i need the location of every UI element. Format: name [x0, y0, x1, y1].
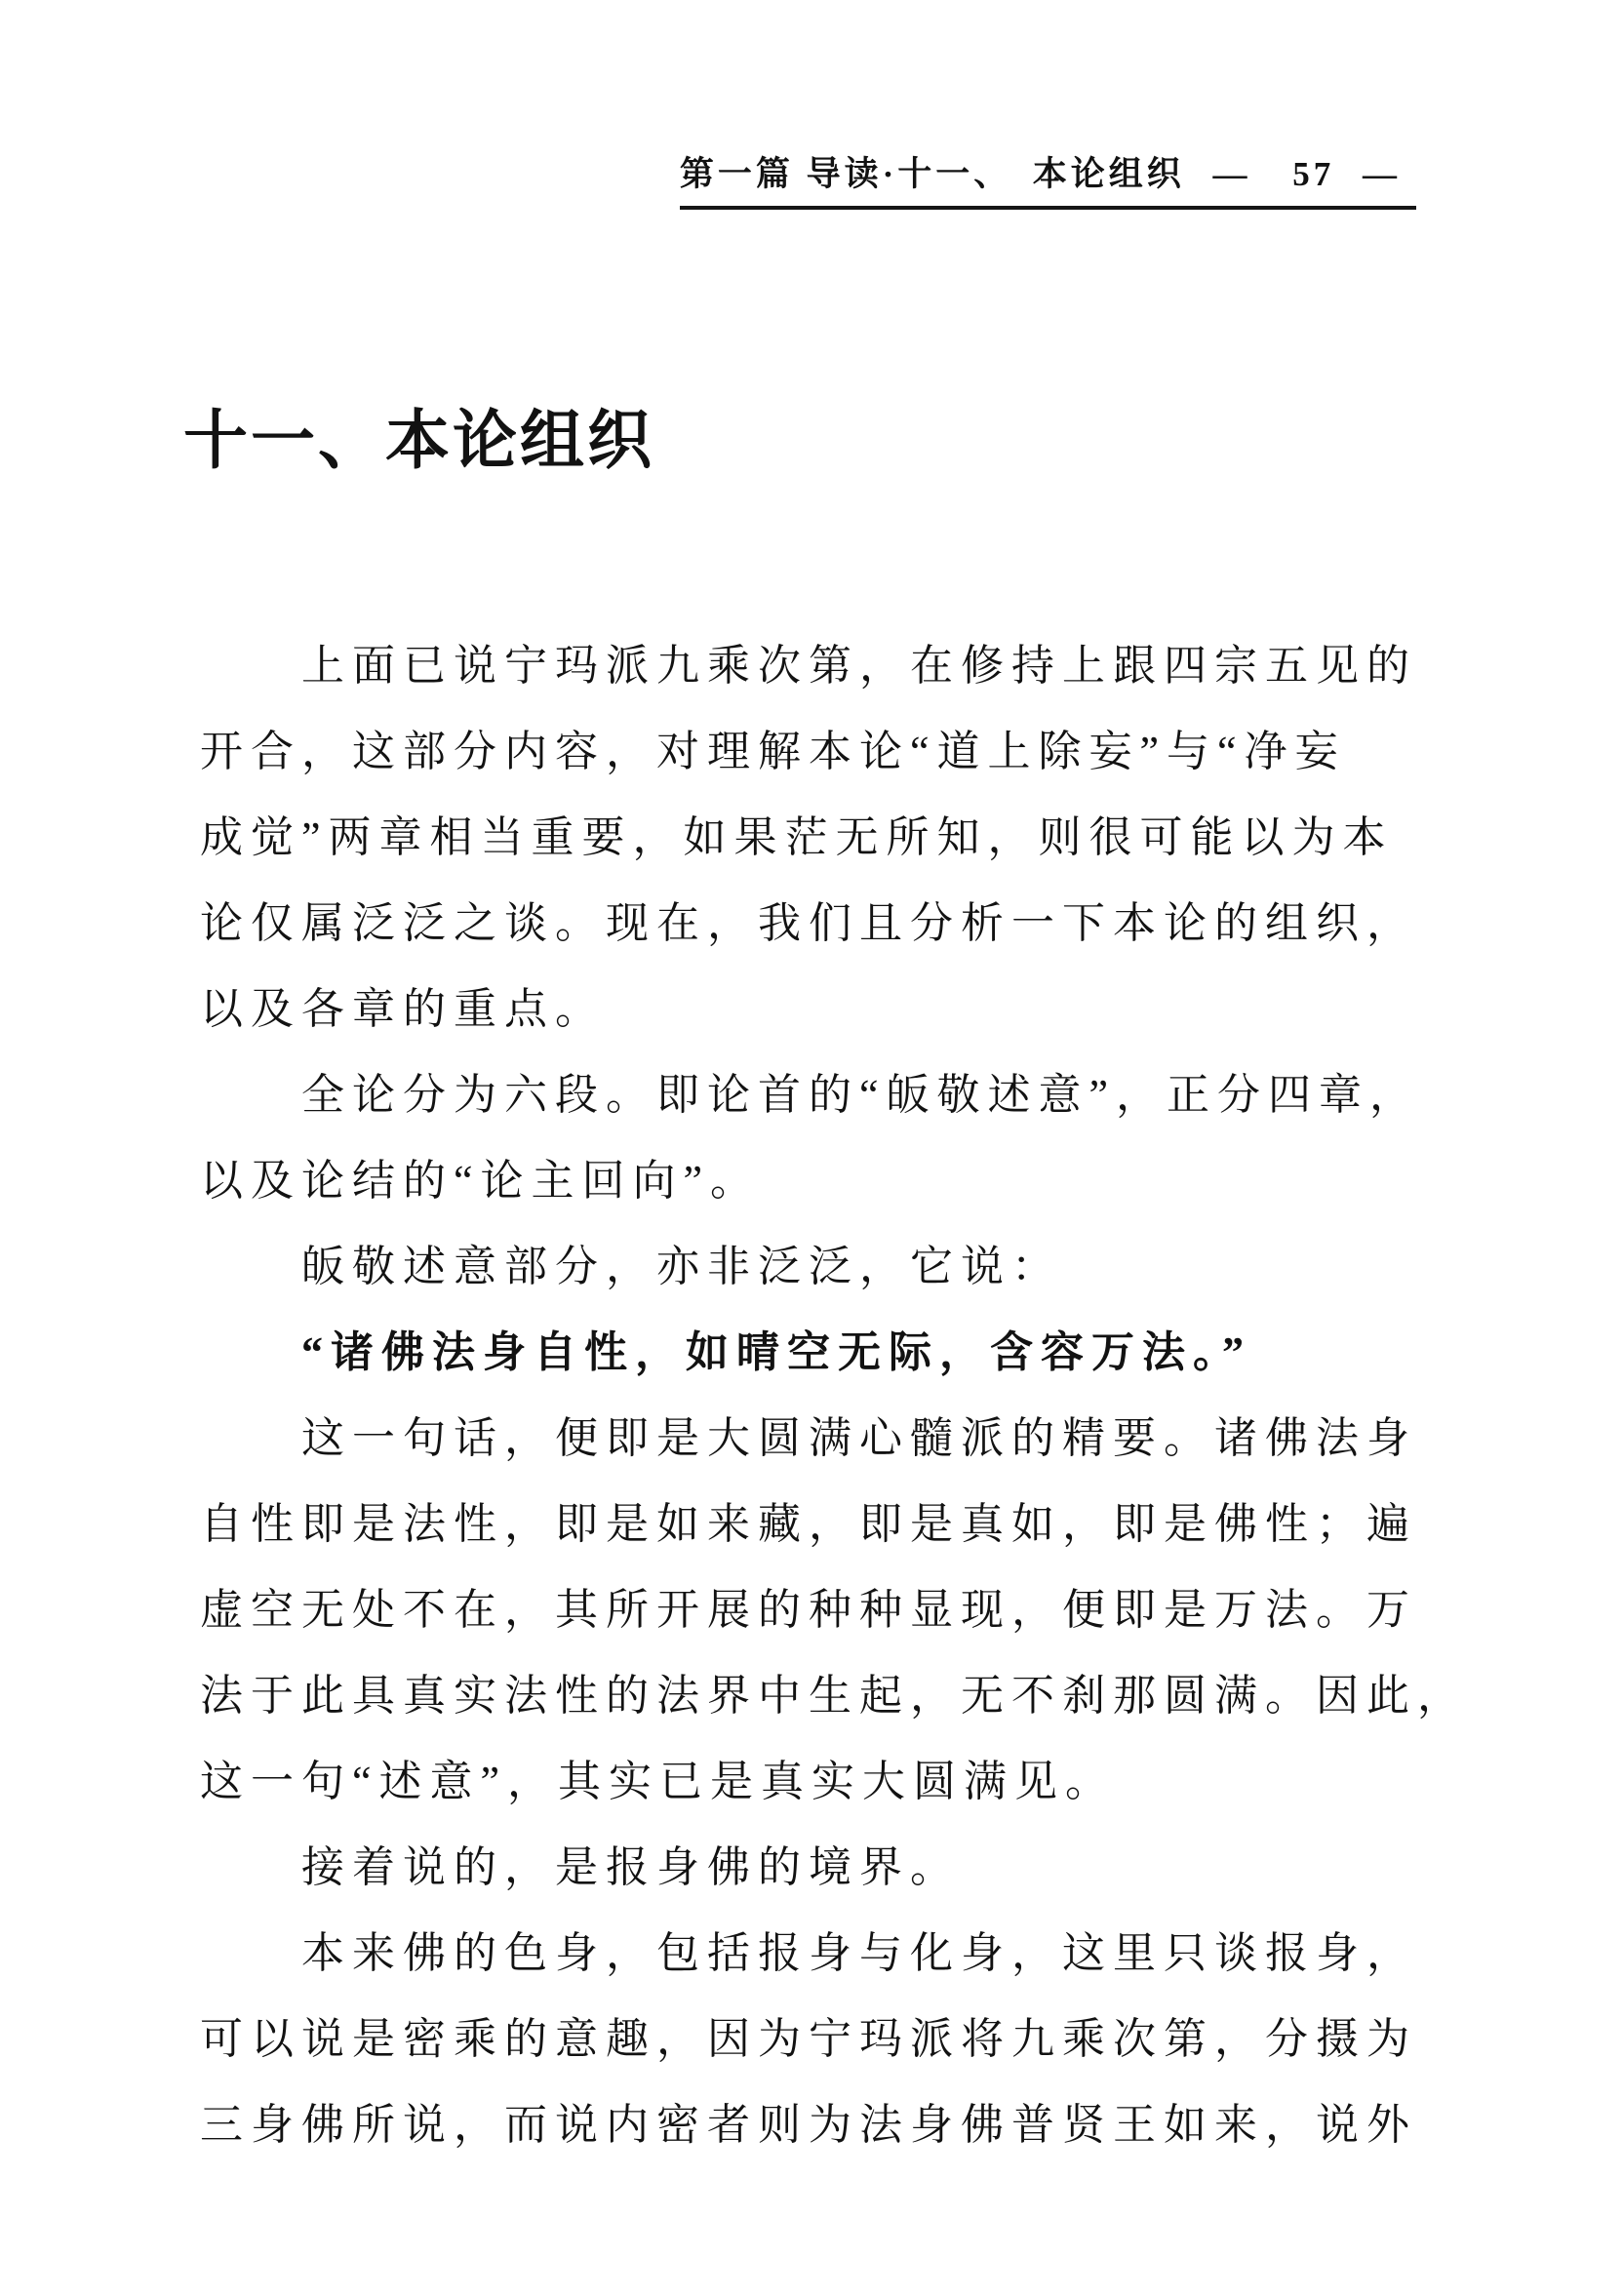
text-line: 皈敬述意部分，亦非泛泛，它说： [301, 1243, 1062, 1290]
text-line: 法于此具真实法性的法界中生起，无不刹那圆满。因此， [200, 1672, 1468, 1720]
text-line: 虚空无处不在，其所开展的种种显现，便即是万法。万 [200, 1586, 1417, 1634]
text-line: 自性即是法性，即是如来藏，即是真如，即是佛性；遍 [200, 1500, 1417, 1548]
body-text [200, 623, 1468, 2168]
text-line: “诸佛法身自性，如晴空无际，含容万法。” [301, 1328, 1251, 1376]
text-line: 三身佛所说，而说内密者则为法身佛普贤王如来，说外 [200, 2101, 1417, 2149]
text-line: 可以说是密乘的意趣，因为宁玛派将九乘次第，分摄为 [200, 2015, 1417, 2063]
text-line: 成觉”两章相当重要，如果茫无所知，则很可能以为本 [200, 813, 1394, 861]
text-line: 开合，这部分内容，对理解本论“道上除妄”与“净妄 [200, 728, 1346, 775]
text-line: 上面已说宁玛派九乘次第，在修持上跟四宗五见的 [301, 642, 1417, 690]
running-header-dash-left: — [1212, 155, 1251, 193]
text-line: 这一句话，便即是大圆满心髓派的精要。诸佛法身 [301, 1414, 1417, 1462]
text-line: 这一句“述意”，其实已是真实大圆满见。 [200, 1758, 1117, 1805]
text-line: 接着说的，是报身佛的境界。 [301, 1843, 961, 1891]
text-line: 论仅属泛泛之谈。现在，我们且分析一下本论的组织， [200, 899, 1417, 947]
page-number: 57 [1292, 155, 1335, 193]
text-line: 全论分为六段。即论首的“皈敬述意”，正分四章， [301, 1071, 1421, 1119]
text-line: 以及各章的重点。 [200, 985, 606, 1033]
text-line: 本来佛的色身，包括报身与化身，这里只谈报身， [301, 1929, 1417, 1977]
running-header [680, 156, 1416, 210]
running-header-section: 第一篇 导读·十一、 本论组织 [679, 155, 1185, 193]
chapter-title: 十一、本论组织 [183, 406, 654, 477]
text-line: 以及论结的“论主回向”。 [200, 1157, 762, 1205]
running-header-dash-right: — [1363, 155, 1401, 193]
